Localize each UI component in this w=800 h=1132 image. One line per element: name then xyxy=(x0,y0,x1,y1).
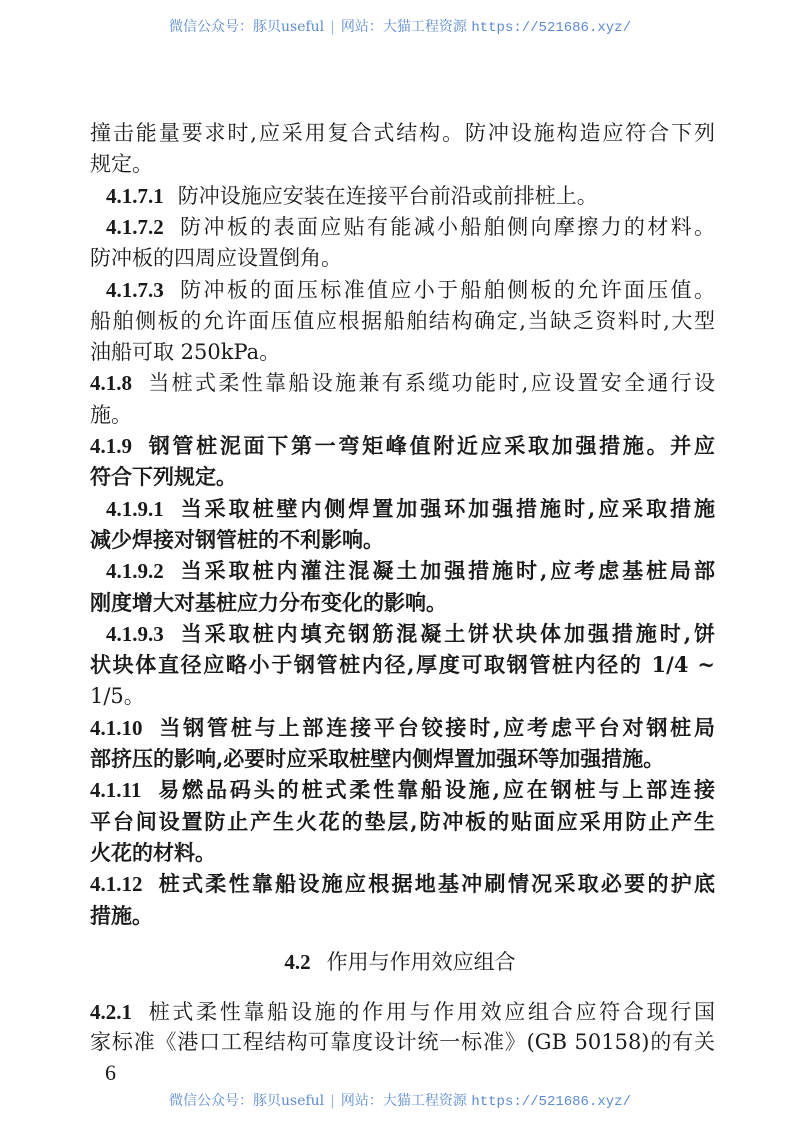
section-number: 4.2 xyxy=(284,950,311,974)
clause-text: 桩式柔性靠船设施的作用与作用效应组合应符合现行国 xyxy=(146,1000,715,1024)
text-line xyxy=(90,652,715,678)
clause-text: 防冲板的四周应设置倒角。 xyxy=(90,246,342,271)
watermark-separator: | xyxy=(330,19,335,35)
clause-line xyxy=(90,370,715,396)
section-title: 作用与作用效应组合 xyxy=(326,950,516,974)
clause-text: 平台间设置防止产生火花的垫层,防冲板的贴面应采用防止产生 xyxy=(90,808,715,834)
clause-text: 刚度增大对基桩应力分布变化的影响。 xyxy=(90,589,447,615)
clause-number: 4.1.11 xyxy=(90,778,142,803)
text-line xyxy=(90,1029,715,1055)
text-line xyxy=(90,809,715,835)
clause-number: 4.1.9.1 xyxy=(106,496,164,521)
clause-text: 撞击能量要求时,应采用复合式结构。防冲设施构造应符合下列 xyxy=(90,121,715,145)
clause-number: 4.2.1 xyxy=(90,1000,132,1024)
text-line xyxy=(90,903,715,929)
clause-text: 当钢管桩与上部连接平台铰接时,应考虑平台对钢桩局 xyxy=(156,714,715,740)
clause-number: 4.1.12 xyxy=(90,872,143,897)
text-line xyxy=(90,339,715,365)
watermark-wechat: 微信公众号：豚贝useful xyxy=(169,1093,325,1109)
clause-text: 符合下列规定。 xyxy=(90,464,237,490)
clause-number: 4.1.7.3 xyxy=(106,277,164,302)
clause-number: 4.1.9 xyxy=(90,434,132,458)
clause-text: 钢管桩泥面下第一弯矩峰值附近应采取加强措施。并应 xyxy=(146,433,715,458)
watermark-site: 网站：大猫工程资源 xyxy=(340,1093,467,1109)
text-line xyxy=(90,151,715,177)
text-line xyxy=(90,464,715,490)
clause-line xyxy=(90,715,715,741)
watermark-url[interactable]: https://521686.xyz/ xyxy=(471,20,631,36)
clause-text: 家标准《港口工程结构可靠度设计统一标准》(GB 50158)的有关 xyxy=(90,1030,715,1054)
clause-line xyxy=(90,777,715,803)
clause-text: 1/5。 xyxy=(90,684,145,709)
clause-text: 船舶侧板的允许面压值应根据船舶结构确定,当缺乏资料时,大型 xyxy=(90,308,715,333)
text-line xyxy=(90,308,715,334)
clause-line xyxy=(90,433,715,459)
clause-text: 状块体直径应略小于钢管桩内径,厚度可取钢管桩内径的 1/4 ~ xyxy=(90,652,715,678)
clause-text: 火花的材料。 xyxy=(90,839,216,865)
text-line xyxy=(90,683,715,709)
watermark-site: 网站：大猫工程资源 xyxy=(340,19,467,35)
clause-number: 4.1.8 xyxy=(90,371,132,396)
text-line xyxy=(90,402,715,428)
clause-text: 规定。 xyxy=(90,152,153,177)
clause-line xyxy=(106,183,715,209)
clause-line xyxy=(106,277,715,303)
clause-text: 当采取桩壁内侧焊置加强环加强措施时,应采取措施 xyxy=(177,495,715,521)
clause-line xyxy=(106,621,715,647)
clause-number: 4.1.7.2 xyxy=(106,214,164,239)
clause-line xyxy=(106,496,715,522)
clause-text: 减少焊接对钢管桩的不利影响。 xyxy=(90,526,384,552)
watermark-url[interactable]: https://521686.xyz/ xyxy=(471,1094,631,1110)
clause-text: 油船可取 250kPa。 xyxy=(90,340,281,365)
clause-line xyxy=(90,999,715,1025)
clause-text: 当采取桩内填充钢筋混凝土饼状块体加强措施时,饼 xyxy=(177,620,715,646)
text-line xyxy=(90,120,715,146)
watermark-separator: | xyxy=(330,1093,335,1109)
clause-text: 施。 xyxy=(90,402,132,427)
clause-line xyxy=(106,558,715,584)
clause-text: 易燃品码头的桩式柔性靠船设施,应在钢桩与上部连接 xyxy=(155,777,715,803)
clause-text: 当桩式柔性靠船设施兼有系缆功能时,应设置安全通行设 xyxy=(146,371,715,396)
text-line xyxy=(90,245,715,271)
clause-line xyxy=(90,871,715,897)
section-heading xyxy=(0,949,800,975)
text-line xyxy=(90,590,715,616)
page-number: 6 xyxy=(105,1060,116,1085)
clause-text: 防冲板的表面应贴有能减小船舶侧向摩擦力的材料。 xyxy=(177,214,715,239)
watermark-bottom xyxy=(0,1090,800,1110)
clause-line xyxy=(106,214,715,240)
clause-number: 4.1.7.1 xyxy=(106,183,164,208)
clause-text: 防冲设施应安装在连接平台前沿或前排桩上。 xyxy=(177,183,598,208)
clause-text: 当采取桩内灌注混凝土加强措施时,应考虑基桩局部 xyxy=(177,558,715,584)
watermark-wechat: 微信公众号：豚贝useful xyxy=(169,19,325,35)
clause-text: 防冲板的面压标准值应小于船舶侧板的允许面压值。 xyxy=(177,277,715,302)
text-line xyxy=(90,840,715,866)
text-line xyxy=(90,746,715,772)
clause-number: 4.1.9.2 xyxy=(106,559,164,584)
clause-text: 措施。 xyxy=(90,902,153,928)
watermark-top xyxy=(0,16,800,36)
clause-text: 桩式柔性靠船设施应根据地基冲刷情况采取必要的护底 xyxy=(156,871,715,897)
clause-number: 4.1.9.3 xyxy=(106,621,164,646)
clause-number: 4.1.10 xyxy=(90,715,143,740)
clause-text: 部挤压的影响,必要时应采取桩壁内侧焊置加强环等加强措施。 xyxy=(90,746,665,771)
text-line xyxy=(90,527,715,553)
